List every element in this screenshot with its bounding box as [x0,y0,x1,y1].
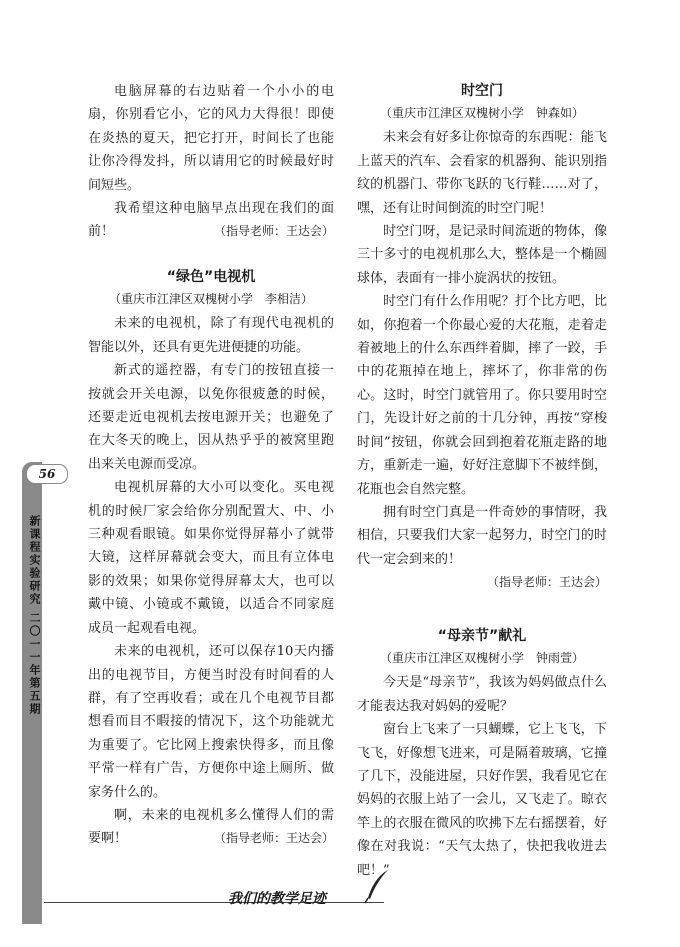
paragraph: 今天是“母亲节”，我该为妈妈做点什么才能表达我对妈妈的爱呢？ [357,675,607,714]
paragraph: 啊，未来的电视机多么懂得人们的需要啊！ （指导老师：王达会） [88,804,334,851]
paragraph: 窗台上飞来了一只蝴蝶，它上飞飞，下飞飞，好像想飞进来，可是隔着玻璃，它撞了几下，没能进屋，只好作罢，我看见它在妈妈的衣服上站了一会儿，又飞走了。晾衣竿上的衣服在微风的吹拂下左右摇摆着，好像在对我说：“天气太热了，快把我收进去吧！” [357,722,607,878]
signature: （指导老师：王达会） [486,575,607,590]
signature: （指导老师：王达会） [213,224,334,239]
paragraph: 未来的电视机，除了有现代电视机的智能以外，还具有更先进便捷的功能。 [88,316,334,355]
paragraph: 拥有时空门真是一件奇妙的事情呀，我相信，只要我们大家一起努力，时空门的时代一定会到来的！ （指导老师：王达会） [357,501,607,571]
paragraph: 电视机屏幕的大小可以变化。买电视机的时候厂家会给你分别配置大、中、小三种观看眼镜。如果你觉得屏幕小了就带大镜，这样屏幕就会变大，而且有立体电影的效果；如果你觉得屏幕太大，也可以戴中镜、小镜或不戴镜，以适合不同家庭成员一起观看电视。 [88,480,334,636]
left-top-section [88,80,334,244]
article-title: “绿色”电视机 [166,269,256,285]
article-mothers-day [357,625,607,882]
paragraph: 时空门呀，是记录时间流逝的物体，像三十多寸的电视机那么大，整体是一个椭圆球体，表面有一排小旋涡状的按钮。 [357,224,607,286]
article-author: （重庆市江津区双槐树小学 钟雨萱） [379,651,584,665]
paragraph: 未来会有好多让你惊奇的东西呢：能飞上蓝天的汽车、会看家的机器狗、能识别指纹的机器门、带你飞跃的飞行鞋……对了，嘿，还有让时间倒流的时空门呢！ [357,130,607,216]
signature: （指导老师：王达会） [213,831,334,846]
paragraph: 未来的电视机，还可以保存10天内播出的电视节目，方便当时没有时间看的人群，有了空再收看；或在几个电视节目都想看而目不暇接的情况下，这个功能就尤为重要了。它比网上搜索快得多，而且像平常一样有广告，方便你中途上厕所、做家务什么的。 [88,644,334,800]
article-time-door [357,80,607,595]
quill-icon [362,868,392,904]
paragraph: 电脑屏幕的右边贴着一个小小的电扇，你别看它小，它的风力大得很！即使在炎热的夏天，把它打开，时间长了也能让你冷得发抖，所以请用它的时候最好时间短些。 [88,84,334,193]
paragraph: 我希望这种电脑早点出现在我们的面前！ （指导老师：王达会） [88,197,334,244]
article-title: “母亲节”献礼 [437,628,527,644]
page-number: 56 [26,464,68,484]
footer-title: 我们的教学足迹 [228,891,326,907]
article-author: （重庆市江津区双槐树小学 钟森如） [379,106,584,120]
journal-side-label: 新课程实验研究 二〇一一年第五期 [28,515,41,716]
article-green-tv [88,266,334,851]
footer-rule [44,902,384,903]
article-author: （重庆市江津区双槐树小学 李相洁） [108,292,313,306]
article-title: 时空门 [461,83,503,99]
paragraph: 时空门有什么作用呢？打个比方吧，比如，你抱着一个你最心爱的大花瓶，走着走着被地上的什么东西绊着脚，摔了一跤，手中的花瓶掉在地上，摔坏了，你非常的伤心。这时，时空门就管用了。你只要用时空门，先设计好之前的十几分钟，再按“穿梭时间”按钮，你就会回到抱着花瓶走路的地方，重新走一遍，好好注意脚下不被绊倒，花瓶也会自然完整。 [357,294,607,497]
paragraph: 新式的遥控器，有专门的按钮直接一按就会开关电源，以免你很疲惫的时候，还要走近电视机去按电源开关；也避免了在大冬天的晚上，因从热乎乎的被窝里跑出来关电源而受凉。 [88,363,334,472]
